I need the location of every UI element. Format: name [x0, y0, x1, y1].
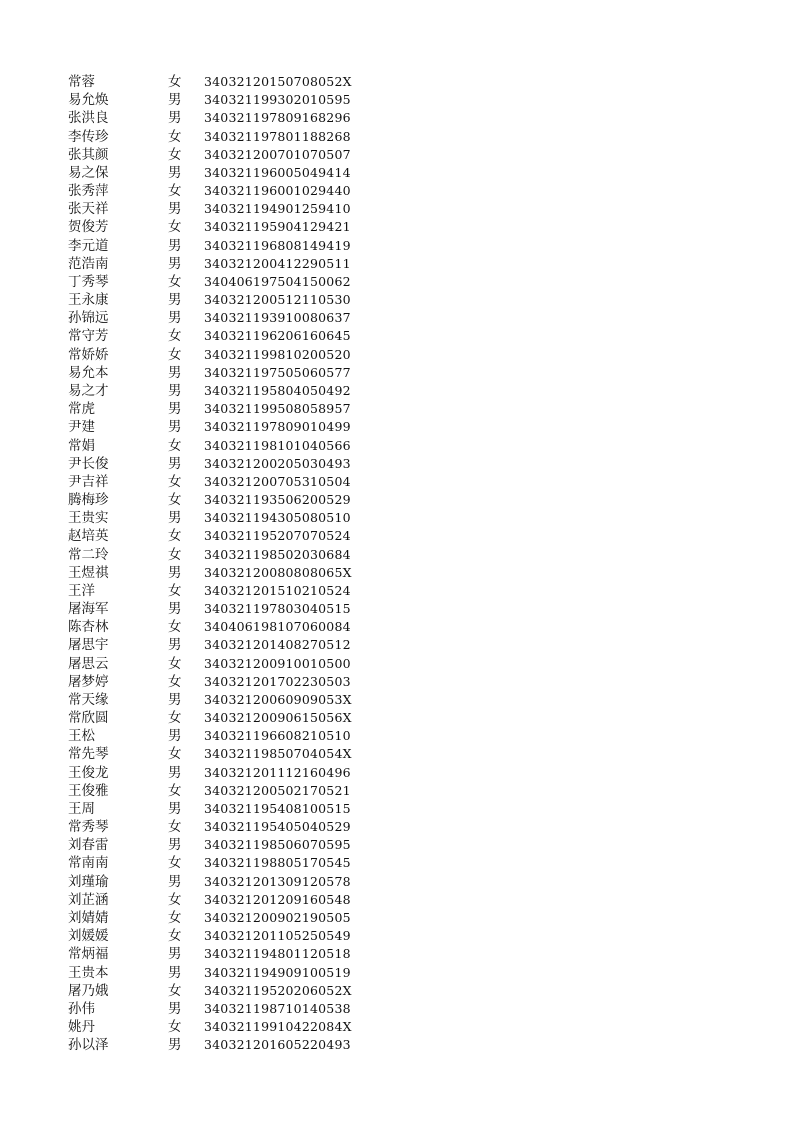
- list-item: [68, 618, 352, 636]
- person-id-number: 340321200705310504: [204, 473, 351, 489]
- list-item: [68, 709, 352, 727]
- list-item: [68, 400, 352, 418]
- person-id-number: 340321200902190505: [204, 909, 351, 925]
- person-id-number: 340321196608210510: [204, 728, 351, 744]
- person-gender: 男: [168, 946, 182, 963]
- person-name: 易之保: [68, 164, 109, 181]
- person-id-number: 34032120080808065X: [204, 564, 352, 580]
- person-name: 范浩南: [68, 255, 109, 272]
- person-name: 姚丹: [68, 1019, 95, 1036]
- person-gender: 女: [168, 473, 182, 490]
- person-id-number: 340321194305080510: [204, 510, 351, 526]
- person-gender: 男: [168, 764, 182, 781]
- person-name: 李元道: [68, 237, 109, 254]
- person-name: 赵培英: [68, 528, 109, 545]
- person-name: 常蓉: [68, 74, 95, 91]
- person-gender: 男: [168, 237, 182, 254]
- list-item: [68, 891, 352, 909]
- person-gender: 男: [168, 800, 182, 817]
- person-name: 常二玲: [68, 546, 109, 563]
- person-name: 常天缘: [68, 691, 109, 708]
- list-item: [68, 800, 352, 818]
- person-name: 刘瑾瑜: [68, 873, 109, 890]
- person-id-number: 340321196808149419: [204, 237, 351, 253]
- person-id-number: 340321197809168296: [204, 110, 351, 126]
- person-name: 王俊雅: [68, 782, 109, 799]
- person-id-number: 34032120060909053X: [204, 691, 352, 707]
- person-gender: 女: [168, 819, 182, 836]
- person-id-number: 340321200502170521: [204, 782, 351, 798]
- person-gender: 女: [168, 582, 182, 599]
- person-id-number: 340321196206160645: [204, 328, 351, 344]
- person-name: 张洪良: [68, 110, 109, 127]
- person-gender: 男: [168, 601, 182, 618]
- list-item: [68, 963, 352, 981]
- person-id-number: 340321195405040529: [204, 819, 351, 835]
- list-item: [68, 436, 352, 454]
- person-gender: 女: [168, 146, 182, 163]
- person-gender: 女: [168, 782, 182, 799]
- list-item: [68, 673, 352, 691]
- person-gender: 男: [168, 728, 182, 745]
- person-name: 常欣圆: [68, 710, 109, 727]
- person-gender: 男: [168, 964, 182, 981]
- person-id-number: 340321195207070524: [204, 528, 351, 544]
- person-name: 王俊龙: [68, 764, 109, 781]
- person-gender: 男: [168, 837, 182, 854]
- person-id-number: 340321194909100519: [204, 964, 351, 980]
- person-name: 常守芳: [68, 328, 109, 345]
- list-item: [68, 491, 352, 509]
- person-name: 孙伟: [68, 1000, 95, 1017]
- person-gender: 女: [168, 546, 182, 563]
- list-item: [68, 91, 352, 109]
- person-gender: 女: [168, 928, 182, 945]
- list-item: [68, 509, 352, 527]
- list-item: [68, 582, 352, 600]
- person-gender: 男: [168, 510, 182, 527]
- person-id-number: 340321201209160548: [204, 891, 351, 907]
- list-item: [68, 455, 352, 473]
- person-id-number: 340321194901259410: [204, 201, 351, 217]
- person-name: 王周: [68, 800, 95, 817]
- person-id-number: 34032120150708052X: [204, 74, 352, 90]
- person-gender: 女: [168, 273, 182, 290]
- person-id-number: 340321201112160496: [204, 764, 351, 780]
- person-id-number: 340321195904129421: [204, 219, 351, 235]
- list-item: [68, 1018, 352, 1036]
- person-name: 刘春雷: [68, 837, 109, 854]
- person-name: 陈杏林: [68, 619, 109, 636]
- person-id-number: 340321198710140538: [204, 1000, 351, 1016]
- person-name: 王贵实: [68, 510, 109, 527]
- list-item: [68, 346, 352, 364]
- person-id-number: 340321201105250549: [204, 928, 351, 944]
- person-gender: 男: [168, 691, 182, 708]
- person-gender: 男: [168, 419, 182, 436]
- list-item: [68, 109, 352, 127]
- list-item: [68, 982, 352, 1000]
- person-id-number: 340321201702230503: [204, 673, 351, 689]
- list-item: [68, 1000, 352, 1018]
- list-item: [68, 364, 352, 382]
- list-item: [68, 764, 352, 782]
- person-name: 王洋: [68, 582, 95, 599]
- person-name: 屠思宇: [68, 637, 109, 654]
- person-name: 王贵本: [68, 964, 109, 981]
- person-name: 易允本: [68, 364, 109, 381]
- person-gender: 男: [168, 92, 182, 109]
- person-name: 王松: [68, 728, 95, 745]
- person-id-number: 340321200910010500: [204, 655, 351, 671]
- list-item: [68, 527, 352, 545]
- person-id-number: 34032119520206052X: [204, 982, 352, 998]
- person-name: 贺俊芳: [68, 219, 109, 236]
- list-item: [68, 255, 352, 273]
- list-item: [68, 636, 352, 654]
- person-name: 常娟: [68, 437, 95, 454]
- person-gender: 女: [168, 1019, 182, 1036]
- list-item: [68, 473, 352, 491]
- person-gender: 女: [168, 746, 182, 763]
- person-gender: 男: [168, 873, 182, 890]
- list-item: [68, 836, 352, 854]
- person-name: 张秀萍: [68, 183, 109, 200]
- list-item: [68, 600, 352, 618]
- list-item: [68, 146, 352, 164]
- person-id-number: 340321198101040566: [204, 437, 351, 453]
- person-id-number: 340321201510210524: [204, 582, 351, 598]
- person-name: 屠海军: [68, 601, 109, 618]
- person-name: 刘媛媛: [68, 928, 109, 945]
- person-gender: 女: [168, 128, 182, 145]
- person-id-number: 340321193910080637: [204, 310, 351, 326]
- person-name: 易之才: [68, 383, 109, 399]
- person-gender: 女: [168, 710, 182, 727]
- person-name: 刘芷涵: [68, 891, 109, 908]
- list-item: [68, 564, 352, 582]
- person-name: 屠乃娥: [68, 982, 109, 999]
- person-gender: 男: [168, 1037, 182, 1054]
- person-name: 常娇娇: [68, 346, 109, 363]
- list-item: [68, 382, 352, 400]
- person-id-number: 34032119910422084X: [204, 1019, 352, 1035]
- list-item: [68, 1036, 352, 1054]
- person-id-number: 340321199302010595: [204, 92, 351, 108]
- person-id-number: 340321201605220493: [204, 1037, 351, 1053]
- list-item: [68, 237, 352, 255]
- person-name: 易允焕: [68, 92, 109, 109]
- person-gender: 男: [168, 364, 182, 381]
- person-gender: 女: [168, 655, 182, 672]
- person-id-number: 340321195804050492: [204, 383, 351, 398]
- person-gender: 女: [168, 492, 182, 509]
- person-id-number: 340321200205030493: [204, 455, 351, 471]
- list-item: [68, 200, 352, 218]
- person-id-number: 340321200701070507: [204, 146, 351, 162]
- person-gender: 女: [168, 528, 182, 545]
- person-id-number: 340321198502030684: [204, 546, 351, 562]
- person-gender: 女: [168, 346, 182, 363]
- list-item: [68, 745, 352, 763]
- person-id-number: 34032119850704054X: [204, 746, 352, 762]
- person-gender: 男: [168, 401, 182, 418]
- person-gender: 男: [168, 310, 182, 327]
- person-gender: 女: [168, 74, 182, 91]
- person-gender: 女: [168, 855, 182, 872]
- person-name: 尹吉祥: [68, 473, 109, 490]
- list-item: [68, 691, 352, 709]
- person-name: 常炳福: [68, 946, 109, 963]
- list-item: [68, 309, 352, 327]
- list-item: [68, 945, 352, 963]
- person-id-number: 340321193506200529: [204, 492, 351, 508]
- person-name: 王煜祺: [68, 564, 109, 581]
- person-id-number: 340321201408270512: [204, 637, 351, 653]
- list-item: [68, 182, 352, 200]
- person-id-number: 340321196001029440: [204, 183, 351, 199]
- person-name: 常虎: [68, 401, 95, 418]
- person-name: 丁秀琴: [68, 273, 109, 290]
- person-gender: 男: [168, 1000, 182, 1017]
- person-id-number: 340321198506070595: [204, 837, 351, 853]
- person-id-number: 340321201309120578: [204, 873, 351, 889]
- list-item: [68, 164, 352, 182]
- person-name: 尹建: [68, 419, 95, 436]
- person-name: 李传珍: [68, 128, 109, 145]
- list-item: [68, 873, 352, 891]
- person-gender: 男: [168, 255, 182, 272]
- person-id-number: 340321197809010499: [204, 419, 351, 435]
- list-item: [68, 927, 352, 945]
- list-item: [68, 218, 352, 236]
- person-gender: 男: [168, 292, 182, 309]
- person-gender: 女: [168, 909, 182, 926]
- person-gender: 男: [168, 637, 182, 654]
- person-gender: 女: [168, 619, 182, 636]
- person-name: 孙以泽: [68, 1037, 109, 1054]
- person-id-number: 340406197504150062: [204, 273, 351, 289]
- list-item: [68, 854, 352, 872]
- list-item: [68, 73, 352, 91]
- person-gender: 女: [168, 328, 182, 345]
- list-item: [68, 782, 352, 800]
- person-gender: 男: [168, 164, 182, 181]
- person-name: 王永康: [68, 292, 109, 309]
- person-id-number: 340321194801120518: [204, 946, 351, 962]
- person-name: 尹长俊: [68, 455, 109, 472]
- person-id-number: 340321200412290511: [204, 255, 351, 271]
- person-name: 屠梦婷: [68, 673, 109, 690]
- person-name: 屠思云: [68, 655, 109, 672]
- person-gender: 女: [168, 673, 182, 690]
- person-gender: 男: [168, 564, 182, 581]
- person-id-number: 340321197803040515: [204, 601, 351, 617]
- list-item: [68, 291, 352, 309]
- person-id-number: 340321197801188268: [204, 128, 351, 144]
- person-name: 常秀琴: [68, 819, 109, 836]
- person-name: 孙锦远: [68, 310, 109, 327]
- person-id-number: 340321199508058957: [204, 401, 351, 417]
- person-gender: 女: [168, 982, 182, 999]
- person-id-number: 340406198107060084: [204, 619, 351, 635]
- person-name: 刘婧婧: [68, 909, 109, 926]
- person-gender: 女: [168, 219, 182, 236]
- list-item: [68, 128, 352, 146]
- person-gender: 女: [168, 183, 182, 200]
- list-item: [68, 655, 352, 673]
- person-id-number: 340321199810200520: [204, 346, 351, 362]
- person-list: [68, 73, 352, 1054]
- person-gender: 男: [168, 201, 182, 218]
- person-id-number: 340321200512110530: [204, 292, 351, 308]
- person-gender: 女: [168, 891, 182, 908]
- person-gender: 男: [168, 455, 182, 472]
- person-name: 张其颜: [68, 146, 109, 163]
- person-gender: 男: [168, 110, 182, 127]
- person-id-number: 340321196005049414: [204, 164, 351, 180]
- list-item: [68, 909, 352, 927]
- person-name: 常南南: [68, 855, 109, 872]
- list-item: [68, 418, 352, 436]
- person-name: 腾梅珍: [68, 492, 109, 509]
- person-name: 张天祥: [68, 201, 109, 218]
- list-item: [68, 327, 352, 345]
- list-item: [68, 545, 352, 563]
- person-name: 常先琴: [68, 746, 109, 763]
- person-id-number: 34032120090615056X: [204, 710, 352, 726]
- person-gender: 男: [168, 383, 182, 399]
- person-gender: 女: [168, 437, 182, 454]
- person-id-number: 340321198805170545: [204, 855, 351, 871]
- list-item: [68, 273, 352, 291]
- person-id-number: 340321195408100515: [204, 800, 351, 816]
- list-item: [68, 818, 352, 836]
- list-item: [68, 727, 352, 745]
- person-id-number: 340321197505060577: [204, 364, 351, 380]
